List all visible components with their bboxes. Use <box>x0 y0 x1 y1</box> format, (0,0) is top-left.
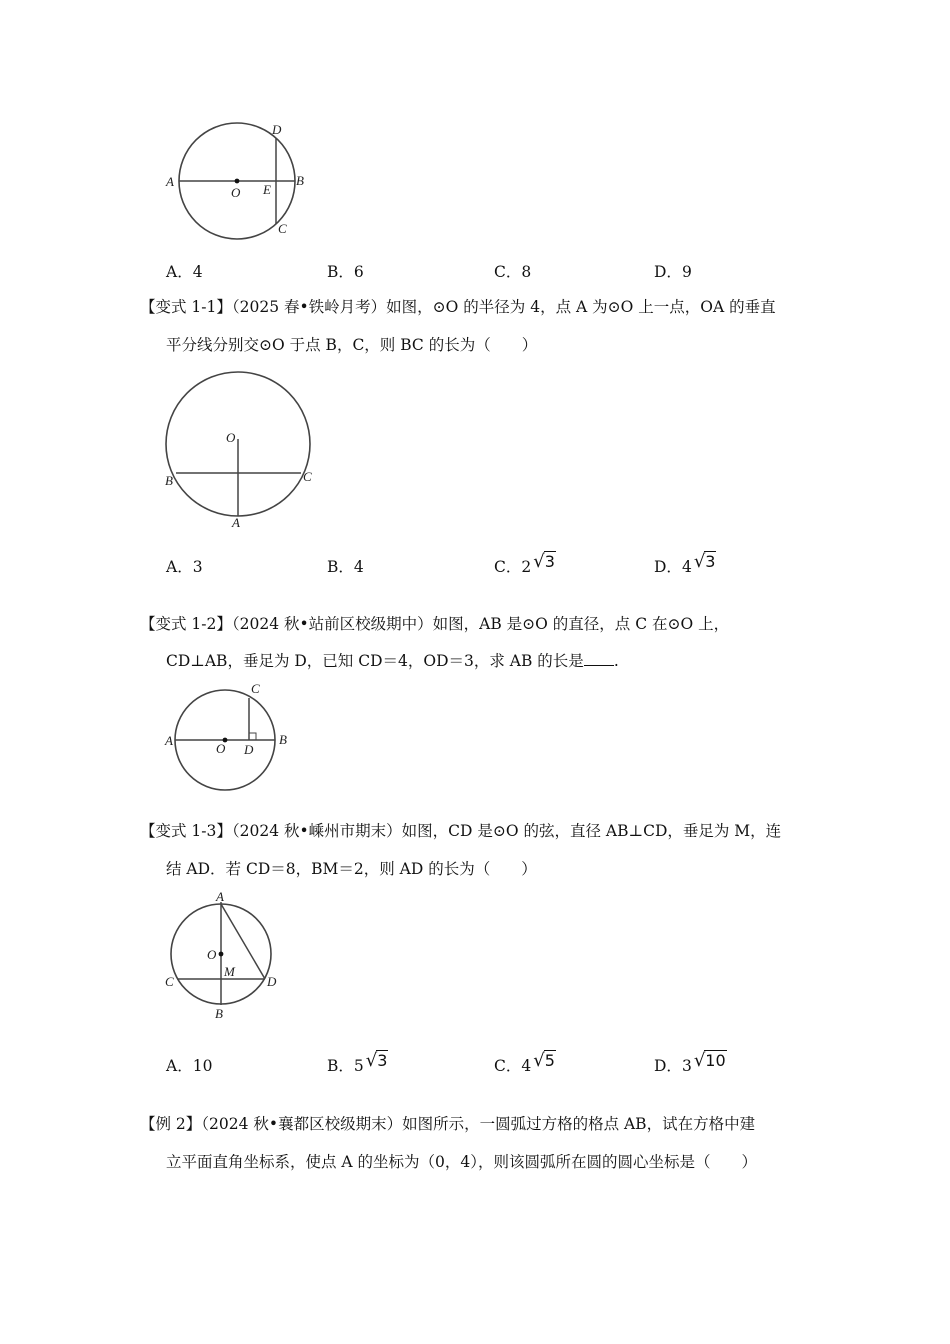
v13-text-line1: （2024 秋•嵊州市期末）如图，CD 是⊙O 的弦，直径 AB⊥CD，垂足为 M，连 <box>231 822 782 840</box>
v11-option-c-sqrt: √3 <box>533 551 555 572</box>
v13-option-d-sqrt: √10 <box>693 1050 726 1071</box>
v11-label-c: C <box>303 469 312 484</box>
figure-v13-circle-diagram <box>160 888 290 1023</box>
v11-option-a-key: A． <box>166 558 193 576</box>
v13-label-b: B <box>215 1006 223 1021</box>
v12-line1 <box>140 614 729 634</box>
v13-center-dot <box>219 952 224 957</box>
v12-label-c: C <box>251 681 260 696</box>
ex2-tag: 【例 2】 <box>140 1115 202 1133</box>
v13-option-d-key: D． <box>654 1057 682 1075</box>
v11-option-c[interactable] <box>494 551 556 577</box>
v13-line1 <box>140 821 781 841</box>
ex2-text-line1: （2024 秋•襄都区校级期末）如图所示，一圆弧过方格的格点 AB，试在方格中建 <box>201 1115 756 1133</box>
v13-option-b-radicand: 3 <box>377 1051 388 1070</box>
v13-option-a[interactable] <box>166 1056 212 1076</box>
v11-option-a[interactable] <box>166 557 203 577</box>
v13-option-d[interactable] <box>654 1050 727 1076</box>
q0-option-c-key: C． <box>494 263 522 281</box>
v11-label-b: B <box>165 473 173 488</box>
v13-option-b-coef: 5 <box>353 1057 364 1075</box>
v11-option-a-value: 3 <box>192 558 203 576</box>
v11-option-b-key: B． <box>327 558 354 576</box>
v11-option-c-radicand: 3 <box>544 552 555 571</box>
figure-v11-circle-diagram <box>160 362 330 532</box>
v11-line1 <box>140 297 776 317</box>
v12-tag: 【变式 1-2】 <box>140 615 232 633</box>
v11-label-o: O <box>226 430 236 445</box>
v11-option-d-coef: 4 <box>681 558 692 576</box>
v12-text-line2-end: . <box>613 652 619 670</box>
v13-option-c[interactable] <box>494 1050 556 1076</box>
q0-option-a-key: A． <box>166 263 193 281</box>
q0-option-c-value: 8 <box>521 263 532 281</box>
fig1-center-dot <box>235 179 240 184</box>
v13-label-o: O <box>207 947 217 962</box>
q0-option-b-value: 6 <box>353 263 364 281</box>
fig1-label-d: D <box>272 122 282 137</box>
v12-text-line2: CD⊥AB，垂足为 D，已知 CD＝4，OD＝3，求 AB 的长是 <box>166 652 584 670</box>
fig1-label-e: E <box>263 182 271 197</box>
figure-v12-circle-diagram <box>160 678 300 793</box>
v12-line2 <box>166 651 619 671</box>
q0-option-b[interactable] <box>327 262 364 282</box>
ex2-line1 <box>140 1114 755 1134</box>
v11-line2: 平分线分别交⊙O 于点 B，C，则 BC 的长为（ ） <box>166 336 538 354</box>
v13-option-c-sqrt: √5 <box>533 1050 555 1071</box>
fig1-label-a: A <box>166 174 174 189</box>
fig1-label-c: C <box>278 221 287 236</box>
v12-text-line1: （2024 秋•站前区校级期中）如图，AB 是⊙O 的直径，点 C 在⊙O 上， <box>231 615 730 633</box>
v12-label-d: D <box>244 742 254 757</box>
v13-option-d-radicand: 10 <box>705 1051 726 1070</box>
figure-1-circle-diagram <box>160 115 320 245</box>
v12-label-a: A <box>165 733 173 748</box>
fig1-label-b: B <box>296 173 304 188</box>
v13-option-c-key: C． <box>494 1057 522 1075</box>
v13-line2: 结 AD．若 CD＝8，BM＝2，则 AD 的长为（ ） <box>166 860 537 878</box>
v13-option-a-value: 10 <box>192 1057 213 1075</box>
q0-option-b-key: B． <box>327 263 354 281</box>
v11-option-d-key: D． <box>654 558 682 576</box>
v11-option-d[interactable] <box>654 551 716 577</box>
v11-label-a: A <box>232 515 240 530</box>
v11-option-d-radicand: 3 <box>705 552 716 571</box>
ex2-line2: 立平面直角坐标系，使点 A 的坐标为（0，4），则该圆弧所在圆的圆心坐标是（ ） <box>166 1153 758 1171</box>
v13-option-a-key: A． <box>166 1057 193 1075</box>
v11-tag: 【变式 1-1】 <box>140 298 232 316</box>
v12-answer-blank[interactable] <box>584 651 614 666</box>
v11-option-d-sqrt: √3 <box>693 551 716 572</box>
v11-option-b[interactable] <box>327 557 364 577</box>
v13-option-b[interactable] <box>327 1050 388 1076</box>
v13-label-c: C <box>165 974 174 989</box>
v11-option-c-key: C． <box>494 558 522 576</box>
fig1-label-o: O <box>231 185 241 200</box>
q0-option-d[interactable] <box>654 262 692 282</box>
v11-option-c-coef: 2 <box>521 558 532 576</box>
v13-label-a: A <box>216 889 224 904</box>
v13-option-c-radicand: 5 <box>544 1051 555 1070</box>
v13-label-d: D <box>267 974 277 989</box>
v13-option-d-coef: 3 <box>681 1057 692 1075</box>
v13-option-c-coef: 4 <box>521 1057 532 1075</box>
q0-option-a-value: 4 <box>192 263 203 281</box>
v12-right-angle-mark <box>249 733 256 740</box>
q0-option-d-key: D． <box>654 263 682 281</box>
v13-option-b-key: B． <box>327 1057 354 1075</box>
q0-option-d-value: 9 <box>681 263 692 281</box>
q0-option-a[interactable] <box>166 262 203 282</box>
q0-option-c[interactable] <box>494 262 531 282</box>
v13-option-b-sqrt: √3 <box>365 1050 388 1071</box>
v11-option-b-value: 4 <box>353 558 364 576</box>
v12-label-b: B <box>279 732 287 747</box>
v13-tag: 【变式 1-3】 <box>140 822 232 840</box>
v11-text-line1: （2025 春•铁岭月考）如图，⊙O 的半径为 4，点 A 为⊙O 上一点，OA 的垂直 <box>231 298 776 316</box>
v12-label-o: O <box>216 741 226 756</box>
v13-label-m: M <box>224 964 235 979</box>
